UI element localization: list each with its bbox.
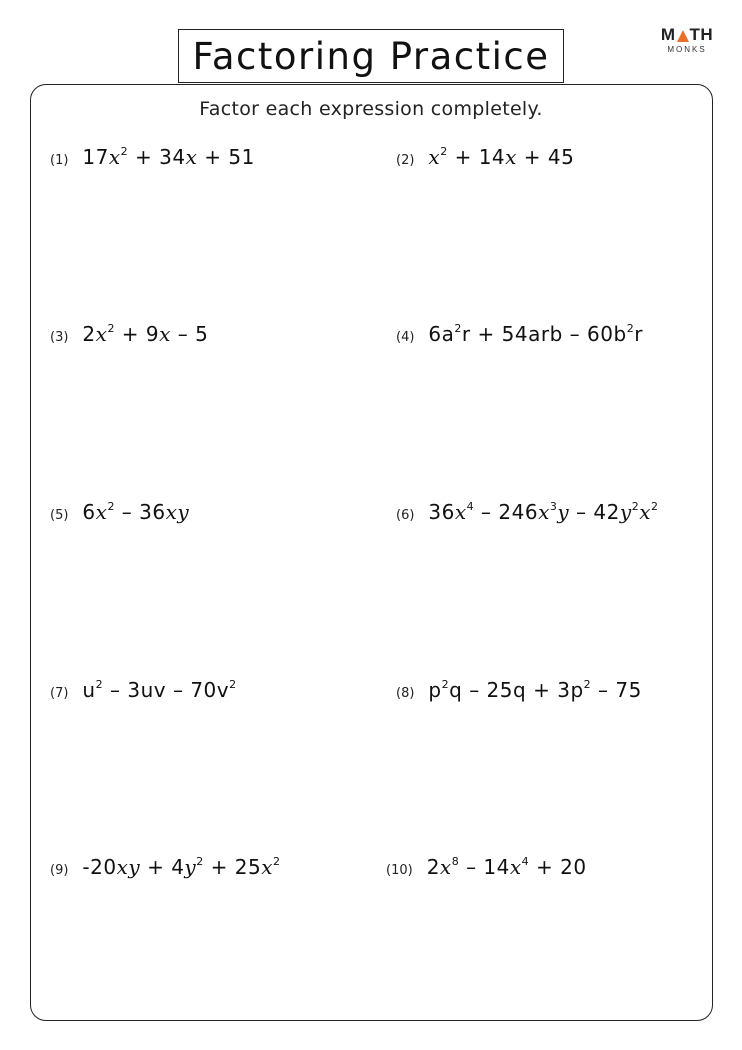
problem-8 bbox=[396, 678, 642, 702]
problem-number: (1) bbox=[50, 153, 69, 168]
problem-number: (5) bbox=[50, 508, 69, 523]
problem-expression: $2x^2 + 9x - 5$ bbox=[82, 322, 209, 346]
problem-number: (3) bbox=[50, 330, 69, 345]
problem-expression: $36x^4 - 246x^3y - 42y^2x^2$ bbox=[428, 500, 659, 524]
problem-expression: $17x^2 + 34x + 51$ bbox=[82, 145, 255, 169]
problem-number: (6) bbox=[396, 508, 415, 523]
problem-number: (8) bbox=[396, 686, 415, 701]
problem-expression: $-20xy + 4y^2 + 25x^2$ bbox=[82, 855, 281, 879]
instruction-text: Factor each expression completely. bbox=[199, 98, 543, 120]
problem-10 bbox=[386, 855, 587, 879]
problem-expression: $x^2 + 14x + 45$ bbox=[428, 145, 575, 169]
problem-2 bbox=[396, 145, 574, 169]
problem-1 bbox=[50, 145, 255, 169]
problem-number: (7) bbox=[50, 686, 69, 701]
logo-triangle-icon bbox=[677, 30, 689, 42]
problem-expression: $u^2 - 3uv - 70v^2$ bbox=[82, 678, 237, 702]
problem-6 bbox=[396, 500, 658, 524]
problem-9 bbox=[50, 855, 280, 879]
math-monks-logo bbox=[656, 26, 718, 54]
problem-7 bbox=[50, 678, 237, 702]
problem-expression: $p^2q - 25q + 3p^2 - 75$ bbox=[428, 678, 642, 702]
logo-wordmark: M TH bbox=[660, 25, 714, 44]
problem-expression: $2x^8 - 14x^4 + 20$ bbox=[426, 855, 587, 879]
worksheet-title: Factoring Practice bbox=[178, 29, 564, 83]
logo-subtitle: MONKS bbox=[667, 45, 707, 54]
problem-number: (9) bbox=[50, 863, 69, 878]
problem-number: (4) bbox=[396, 330, 415, 345]
problem-number: (2) bbox=[396, 153, 415, 168]
problem-number: (10) bbox=[386, 863, 413, 878]
worksheet-panel bbox=[30, 84, 713, 1021]
problem-expression: $6a^2r + 54arb - 60b^2r$ bbox=[428, 322, 643, 346]
problem-3 bbox=[50, 322, 208, 346]
problem-expression: $6x^2 - 36xy$ bbox=[82, 500, 190, 524]
problem-5 bbox=[50, 500, 189, 524]
problem-4 bbox=[396, 322, 643, 346]
